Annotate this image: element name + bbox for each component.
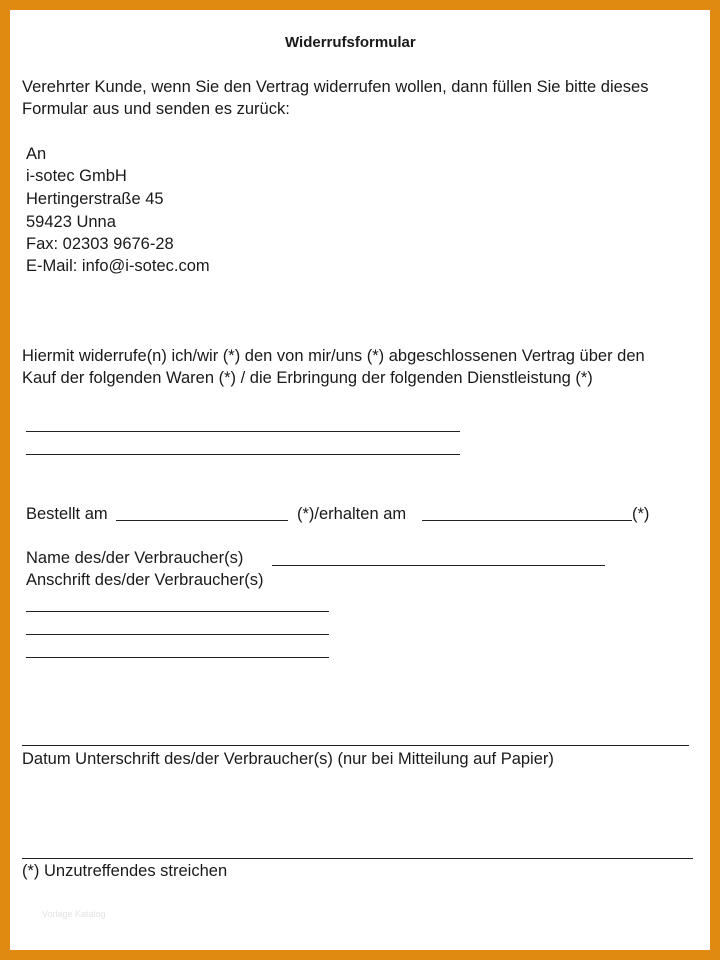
received-footnote-marker: (*) xyxy=(632,505,650,523)
received-label: (*)/erhalten am xyxy=(297,505,407,523)
ordered-date-line[interactable] xyxy=(116,520,288,521)
address-street: Hertingerstraße 45 xyxy=(26,190,164,208)
footnote: (*) Unzutreffendes streichen xyxy=(22,862,228,880)
signature-caption: Datum Unterschrift des/der Verbraucher(s) (nur bei Mitteilung auf Papier) xyxy=(22,750,554,768)
signature-line[interactable] xyxy=(22,745,689,746)
received-date-line[interactable] xyxy=(422,520,632,521)
intro-line-1: Verehrter Kunde, wenn Sie den Vertrag widerrufen wollen, dann füllen Sie bitte dieses xyxy=(22,78,649,96)
intro-line-2: Formular aus und senden es zurück: xyxy=(22,100,290,118)
watermark: Vorlage Katalog xyxy=(42,909,106,919)
footnote-separator xyxy=(22,858,693,859)
form-title: Widerrufsformular xyxy=(285,34,416,51)
consumer-address-line-3[interactable] xyxy=(26,657,329,658)
consumer-name-line[interactable] xyxy=(272,565,605,566)
form-page xyxy=(10,10,710,950)
revocation-line-2: Kauf der folgenden Waren (*) / die Erbringung der folgenden Dienstleistung (*) xyxy=(22,369,593,387)
consumer-address-line-1[interactable] xyxy=(26,611,329,612)
address-fax: Fax: 02303 9676-28 xyxy=(26,235,174,253)
address-city: 59423 Unna xyxy=(26,213,116,231)
address-company: i-sotec GmbH xyxy=(26,167,127,185)
address-email: E-Mail: info@i-sotec.com xyxy=(26,257,210,275)
goods-line-2[interactable] xyxy=(26,454,460,455)
consumer-address-label: Anschrift des/der Verbraucher(s) xyxy=(26,571,264,589)
consumer-address-line-2[interactable] xyxy=(26,634,329,635)
ordered-label: Bestellt am xyxy=(26,505,108,523)
consumer-name-label: Name des/der Verbraucher(s) xyxy=(26,549,244,567)
address-to: An xyxy=(26,145,47,163)
revocation-line-1: Hiermit widerrufe(n) ich/wir (*) den von mir/uns (*) abgeschlossenen Vertrag über den xyxy=(22,347,645,365)
goods-line-1[interactable] xyxy=(26,431,460,432)
